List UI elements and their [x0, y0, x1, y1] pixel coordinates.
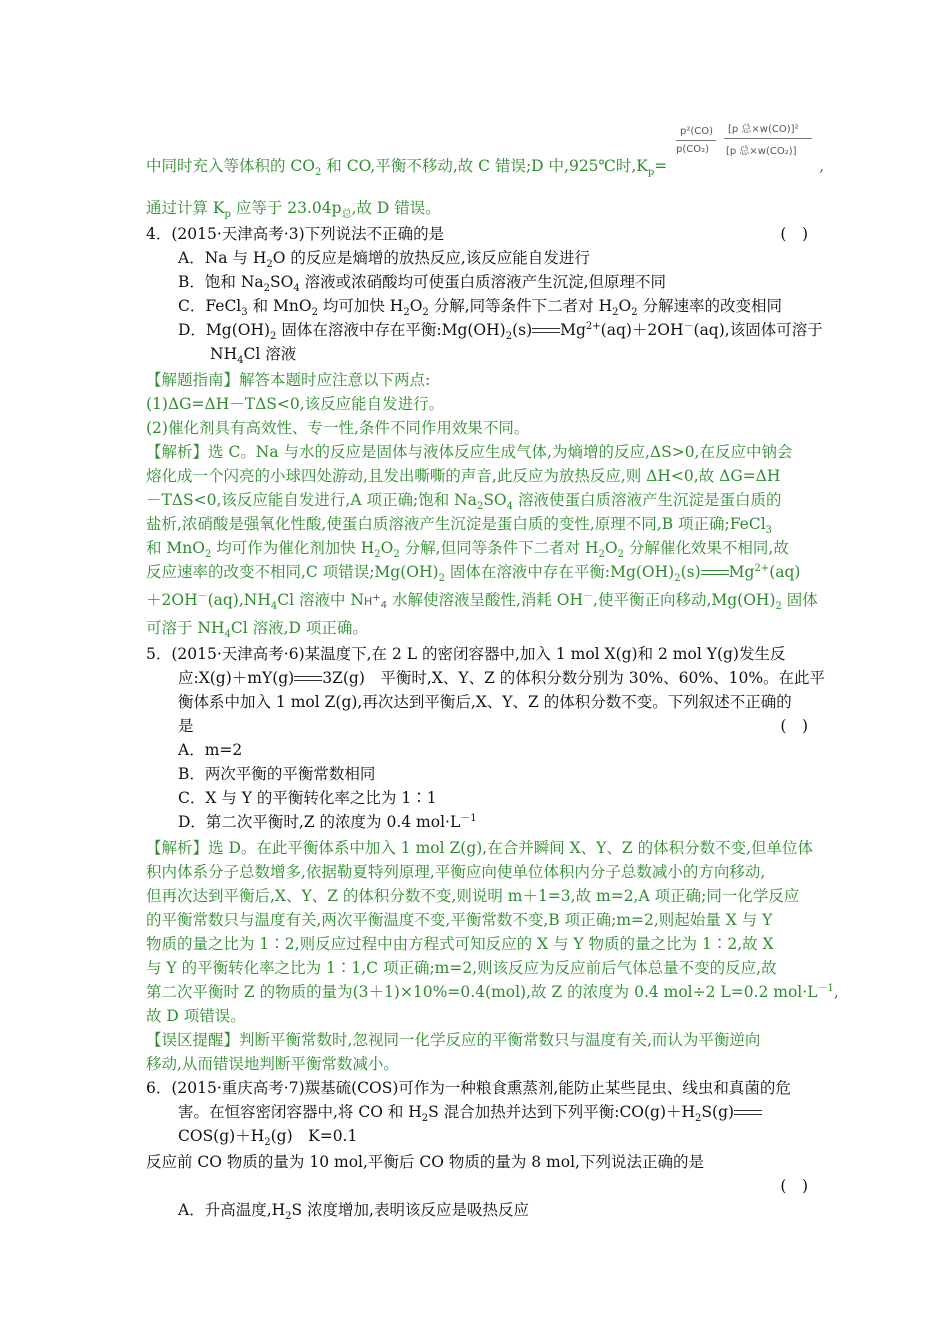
question-6-stem: $COS(g)+H_2(g)$ K=0.1	[178, 1127, 358, 1149]
answer-paren: ( )	[780, 1177, 808, 1195]
option-d: D．第二次平衡时,Z 的浓度为 0.4 $mol\cdot L^{-1}$	[178, 812, 477, 831]
analysis-4-line: $+2OH^-(aq),NH_4Cl$ 溶液中 $NH^+_4$ 水解使溶液呈酸性,消耗 OH－,使平衡正向移动$,Mg(OH)_2$ 固体	[146, 590, 818, 613]
option-a: A．Na 与 $H_2O$ 的反应是熵增的放热反应,该反应能自发进行	[178, 249, 590, 271]
equilibrium-arrow	[701, 569, 729, 577]
analysis-4-line: 盐析,浓硝酸是强氧化性酸,使蛋白质溶液产生沉淀是蛋白质的变性,原理不同,B 项正确;FeCl$_3$	[146, 515, 773, 537]
question-5-stem: 应:X(g)＋mY(g) 3Z(g) 平衡时,X、Y、Z 的体积分数分别为 30%、60%、10%。在此平	[178, 669, 826, 687]
analysis-4-line: 反应速率的改变不相同,C 项错误$;Mg(OH)_2$ 固体在溶液中存在平衡$:Mg(OH)_2(s)$ $Mg^{2+}(aq)$	[146, 562, 801, 585]
text-line: 通过计算 $K_p$ 应等于 $23.04p_总$,故 D 错误。	[146, 199, 441, 221]
guide-point-2: (2)催化剂具有高效性、专一性,条件不同作用效果不同。	[146, 419, 530, 437]
formula-bar-left	[676, 140, 716, 141]
analysis-5-line: 第二次平衡时 Z 的物质的量为(3＋1)×10%=0.4(mol),故 Z 的浓度为 0.4 mol÷2 L=0.2 $mol\cdot L^{-1}$,	[146, 982, 839, 1001]
equilibrium-arrow	[734, 1109, 762, 1117]
option-d: D．$Mg(OH)_2$ 固体在溶液中存在平衡$:Mg(OH)_2(s)$ $Mg^{2+}(aq)+2OH^-(aq)$,该固体可溶于	[178, 320, 823, 343]
formula-right-denominator: [p 总×w(CO₂)]	[726, 146, 797, 157]
analysis-5-line: 故 D 项错误。	[146, 1007, 246, 1025]
warning-line: 移动,从而错误地判断平衡常数减小。	[146, 1055, 399, 1073]
analysis-5-line: 与 Y 的平衡转化率之比为 1∶1,C 项正确;m=2,则该反应为反应前后气体总量不变的反应,故	[146, 959, 777, 977]
question-6-stem: 6．(2015·重庆高考·7)羰基硫(COS)可作为一种粮食熏蒸剂,能防止某些昆虫、线虫和真菌的危	[146, 1079, 791, 1097]
analysis-5-line: 的平衡常数只与温度有关,两次平衡温度不变,平衡常数不变,B 项正确;m=2,则起始量 X 与 Y	[146, 911, 773, 929]
guide-heading: 【解题指南】解答本题时应注意以下两点:	[146, 371, 431, 389]
analysis-5-line: 积内体系分子总数增多,依据勒夏特列原理,平衡应向使单位体积内分子总数减小的方向移动,	[146, 863, 766, 881]
option-b: B．两次平衡的平衡常数相同	[178, 765, 376, 783]
formula-denominator: p(CO₂)	[676, 144, 710, 155]
text-line: 中同时充入等体积的 $CO_2$ 和 CO,平衡不移动,故 C 错误;D 中,925℃时$,K_p=$ ,	[146, 157, 825, 179]
analysis-5-line: 【解析】选 D。在此平衡体系中加入 1 mol Z(g),在合并瞬间 X、Y、Z 的体积分数不变,但单位体	[146, 839, 814, 857]
analysis-4-line: 熔化成一个闪亮的小球四处游动,且发出嘶嘶的声音,此反应为放热反应,则 ΔH<0,故 ΔG=ΔH	[146, 467, 781, 485]
option-b: B．饱和 $Na_2SO_4$ 溶液或浓硝酸均可使蛋白质溶液产生沉淀,但原理不同	[178, 273, 667, 295]
guide-point-1: (1)ΔG=ΔH－TΔS<0,该反应能自发进行。	[146, 395, 445, 413]
formula-bar-right	[724, 138, 812, 139]
ammonium-image: $H^+_4$	[363, 592, 388, 612]
question-6-stem: 害。在恒容密闭容器中,将 CO 和 $H_2S$ 混合加热并达到下列平衡$:CO(g)+H_2S(g)$	[178, 1100, 762, 1124]
equilibrium-arrow	[532, 327, 560, 335]
question-5-stem: 是	[178, 717, 194, 735]
analysis-4-line: 可溶于 $NH_4Cl$ 溶液,D 项正确。	[146, 619, 368, 641]
analysis-4-line: 【解析】选 C。Na 与水的反应是固体与液体反应生成气体,为熵增的反应,ΔS>0,在反应中钠会	[146, 443, 793, 461]
question-6-stem: 反应前 CO 物质的量为 10 mol,平衡后 CO 物质的量为 8 mol,下列说法正确的是	[146, 1153, 704, 1171]
question-5-stem: 衡体系中加入 1 mol Z(g),再次达到平衡后,X、Y、Z 的体积分数不变。下列叙述不正确的	[178, 693, 792, 711]
option-a: A．m=2	[178, 741, 243, 759]
analysis-5-line: 但再次达到平衡后,X、Y、Z 的体积分数不变,则说明 m＋1=3,故 m=2,A 项正确;同一化学反应	[146, 887, 800, 905]
question-5-stem: 5．(2015·天津高考·6)某温度下,在 2 L 的密闭容器中,加入 1 mol X(g)和 2 mol Y(g)发生反	[146, 645, 786, 663]
formula-numerator: p²(CO)	[680, 126, 714, 137]
analysis-4-line: 和 MnO$_2$ 均可作为催化剂加快 $H_2O_2$ 分解,但同等条件下二者对 $H_2O_2$ 分解催化效果不相同,故	[146, 539, 789, 561]
equilibrium-arrow	[294, 675, 322, 683]
option-d-cont: $NH_4Cl$ 溶液	[210, 345, 297, 367]
analysis-5-line: 物质的量之比为 1∶2,则反应过程中由方程式可知反应的 X 与 Y 物质的量之比为 1∶2,故 X	[146, 935, 774, 953]
formula-right-numerator: [p 总×w(CO)]²	[728, 124, 799, 135]
option-c: C．X 与 Y 的平衡转化率之比为 1∶1	[178, 789, 437, 807]
option-a: A．升高温度$,H_2S$ 浓度增加,表明该反应是吸热反应	[178, 1201, 529, 1223]
answer-paren: ( )	[780, 717, 808, 735]
analysis-4-line: －TΔS<0,该反应能自发进行,A 项正确;饱和 $Na_2SO_4$ 溶液使蛋白质溶液产生沉淀是蛋白质的	[146, 491, 782, 513]
question-4-stem: 4．(2015·天津高考·3)下列说法不正确的是	[146, 225, 445, 243]
warning-line: 【误区提醒】判断平衡常数时,忽视同一化学反应的平衡常数只与温度有关,而认为平衡逆向	[146, 1031, 761, 1049]
option-c: C．FeCl$_3$ 和 MnO$_2$ 均可加快 $H_2O_2$ 分解,同等条件下二者对 $H_2O_2$ 分解速率的改变相同	[178, 297, 782, 319]
answer-paren: ( )	[780, 225, 808, 243]
